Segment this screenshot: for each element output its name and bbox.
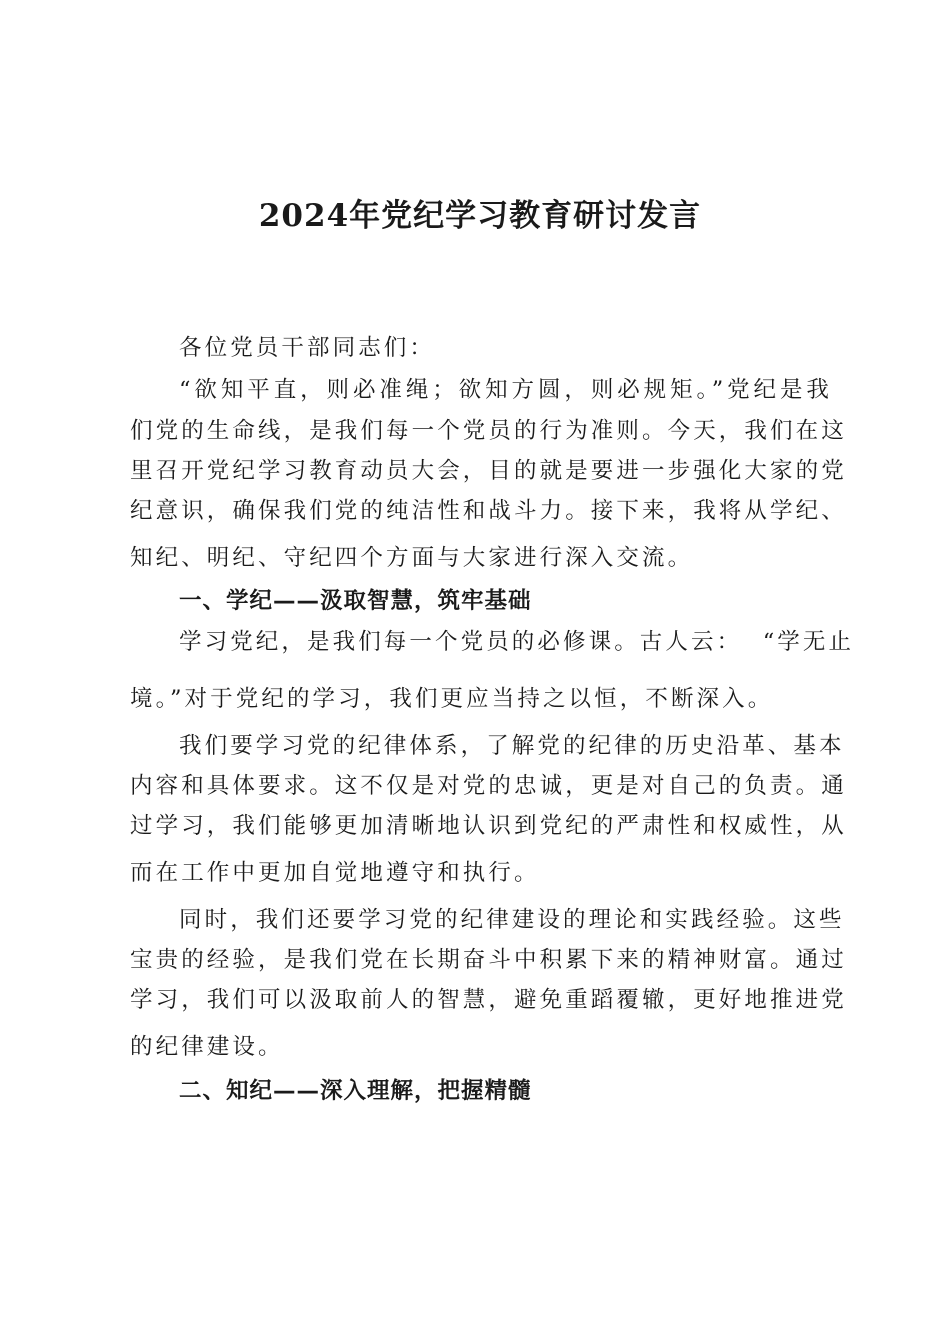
paragraph-line: 同时，我们还要学习党的纪律建设的理论和实践经验。这些 — [179, 907, 845, 933]
paragraph-line: 而在工作中更加自觉地遵守和执行。 — [130, 860, 540, 886]
paragraph-line: 我们要学习党的纪律体系，了解党的纪律的历史沿革、基本 — [179, 733, 845, 759]
section-heading: 二、知纪——深入理解，把握精髓 — [179, 1078, 532, 1104]
paragraph-line: 境。”对于党纪的学习，我们更应当持之以恒，不断深入。 — [130, 686, 774, 712]
paragraph-line: 的纪律建设。 — [130, 1034, 284, 1060]
paragraph-line: 过学习，我们能够更加清晰地认识到党纪的严肃性和权威性，从 — [130, 813, 847, 839]
paragraph-line: “欲知平直，则必准绳；欲知方圆，则必规矩。”党纪是我 — [179, 377, 832, 403]
paragraph-line: 宝贵的经验，是我们党在长期奋斗中积累下来的精神财富。通过 — [130, 947, 847, 973]
paragraph-line: 学习党纪，是我们每一个党员的必修课。古人云： “学无止 — [179, 629, 855, 655]
section-heading: 一、学纪——汲取智慧，筑牢基础 — [179, 588, 532, 614]
paragraph-line: 学习，我们可以汲取前人的智慧，避免重蹈覆辙，更好地推进党 — [130, 987, 847, 1013]
paragraph-line: 里召开党纪学习教育动员大会，目的就是要进一步强化大家的党 — [130, 458, 847, 484]
salutation: 各位党员干部同志们： — [179, 335, 436, 361]
paragraph-line: 内容和具体要求。这不仅是对党的忠诚，更是对自己的负责。通 — [130, 773, 847, 799]
paragraph-line: 们党的生命线，是我们每一个党员的行为准则。今天，我们在这 — [130, 418, 847, 444]
document-title: 2024年党纪学习教育研讨发言 — [258, 198, 702, 234]
paragraph-line: 知纪、明纪、守纪四个方面与大家进行深入交流。 — [130, 545, 694, 571]
paragraph-line: 纪意识，确保我们党的纯洁性和战斗力。接下来，我将从学纪、 — [130, 498, 847, 524]
